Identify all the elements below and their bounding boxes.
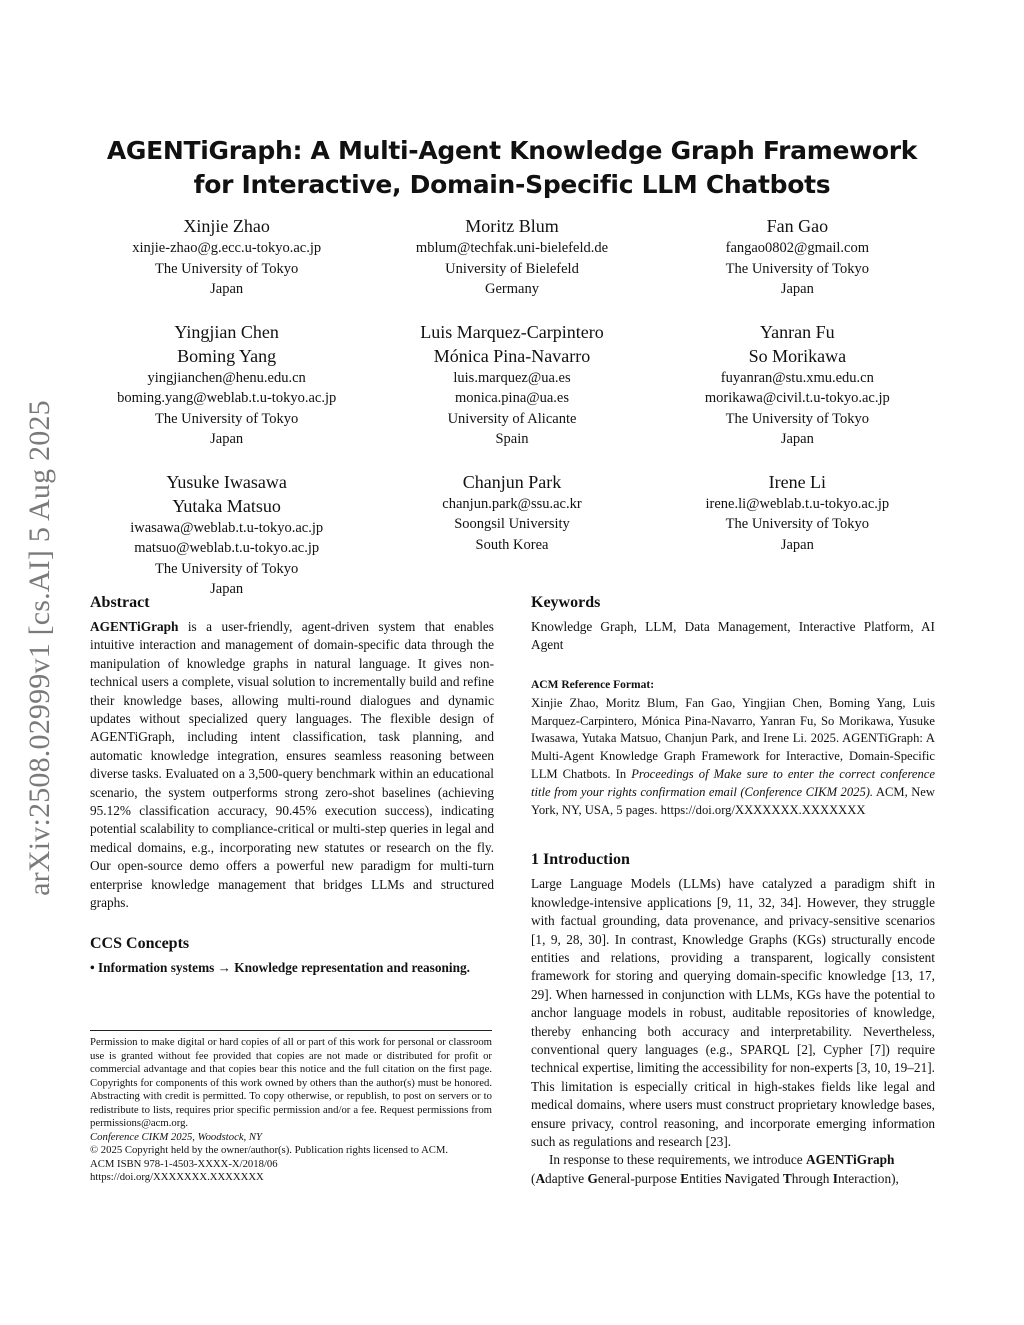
copyright-line: © 2025 Copyright held by the owner/author(s). Publication rights licensed to ACM. xyxy=(90,1144,449,1156)
acm-reference-proceedings: Proceedings of Make sure to enter the correct conference title from your rights confirmation email (Conference CIKM 2025). xyxy=(531,767,935,799)
acronym-letter: G xyxy=(587,1170,598,1186)
author-email: boming.yang@weblab.t.u-tokyo.ac.jp xyxy=(117,390,337,406)
keywords-heading: Keywords xyxy=(531,594,601,611)
acronym-letter: E xyxy=(680,1170,690,1186)
author-name: Yusuke Iwasawa xyxy=(166,471,287,492)
author-email: xinjie-zhao@g.ecc.u-tokyo.ac.jp xyxy=(132,240,322,256)
author-country: Japan xyxy=(780,431,814,447)
introduction-paragraph-2 xyxy=(531,1151,935,1188)
author-country: Japan xyxy=(780,536,814,553)
acm-reference-text xyxy=(531,695,935,820)
author-name: Yanran Fu xyxy=(759,321,835,342)
arxiv-identifier-text: arXiv:2508.02999v1 [cs.AI] 5 Aug 2025 xyxy=(23,399,56,896)
ccs-heading: CCS Concepts xyxy=(90,934,190,952)
acronym-letter: A xyxy=(535,1170,546,1186)
author-country: Japan xyxy=(210,281,244,297)
author-email: luis.marquez@ua.es xyxy=(453,369,571,386)
acm-reference-part2: ACM, New York, NY, USA, 5 pages. https://doi.org/XXXXXXX.XXXXXXX xyxy=(531,784,935,817)
acm-reference-heading: ACM Reference Format: xyxy=(531,678,655,691)
author-country: Japan xyxy=(210,431,244,447)
author-email: chanjun.park@ssu.ac.kr xyxy=(442,495,582,512)
author-entry xyxy=(655,320,940,450)
acronym-word-rest: avigated xyxy=(734,1170,783,1186)
acronym-word-rest: nteraction xyxy=(837,1170,892,1186)
author-entry xyxy=(369,214,654,300)
author-email: fangao0802@gmail.com xyxy=(725,240,870,256)
author-name: Mónica Pina-Navarro xyxy=(433,345,591,366)
author-email: monica.pina@ua.es xyxy=(454,390,569,406)
author-name: Yingjian Chen xyxy=(174,321,279,342)
acronym-word-rest: ntities xyxy=(689,1170,725,1186)
intro-close-paren: ), xyxy=(891,1170,899,1186)
introduction-paragraph-1: Large Language Models (LLMs) have catalyzed a paradigm shift in knowledge-intensive applications [9, 11, 32, 34]. However, they struggle with factual grounding, data provenance, and privacy-sensitive scenarios [1, 9, 28, 30]. In contrast, Knowledge Graphs (KGs) structurally encode entities and relations, providing a transparent, logically consistent framework for storing and querying domain-specific knowledge [13, 17, 29]. When harnessed in conjunction with LLMs, KGs have the potential to anchor language models in robust, auditable repositories of knowledge, thereby enhancing both accuracy and interpretability. Nevertheless, conventional query languages (e.g., SPARQL [2], Cypher [7]) require technical expertise, limiting the accessibility for non-experts [3, 10, 19–21]. This limitation is especially critical in high-stakes fields like legal and medical domains, where users must construct proprietary knowledge bases, ensure privacy, control reasoning, and incorporate emerging information such as regulations and research [23]. xyxy=(531,876,935,1150)
author-affiliation: The University of Tokyo xyxy=(725,516,869,532)
author-entry xyxy=(369,470,654,600)
author-name: Yutaka Matsuo xyxy=(172,495,281,516)
abstract-heading: Abstract xyxy=(90,594,150,611)
keywords-section xyxy=(531,592,935,655)
author-email: mblum@techfak.uni-bielefeld.de xyxy=(415,240,609,256)
author-email: yingjianchen@henu.edu.cn xyxy=(147,369,306,386)
intro-acronym-expansion xyxy=(535,1171,891,1186)
author-affiliation: The University of Tokyo xyxy=(155,260,299,277)
author-email: morikawa@civil.t.u-tokyo.ac.jp xyxy=(704,390,890,406)
arxiv-identifier xyxy=(14,345,66,950)
acm-reference-section xyxy=(531,677,935,820)
acronym-word-rest: daptive xyxy=(545,1170,588,1186)
abstract-text xyxy=(90,618,494,913)
author-country: Germany xyxy=(485,281,539,297)
intro-system-name: AGENTiGraph xyxy=(806,1152,895,1168)
author-name: Irene Li xyxy=(768,471,827,492)
introduction-section xyxy=(531,849,935,1188)
author-name: Fan Gao xyxy=(766,216,829,236)
author-entry xyxy=(84,214,369,300)
intro-p2-start: In response to these requirements, we introduce xyxy=(549,1152,806,1168)
author-country: South Korea xyxy=(475,536,549,553)
conference-line xyxy=(90,1131,492,1145)
author-email: matsuo@weblab.t.u-tokyo.ac.jp xyxy=(134,540,320,556)
right-column xyxy=(531,592,935,1188)
author-country: Japan xyxy=(210,581,244,597)
author-affiliation: Soongsil University xyxy=(454,516,570,532)
author-entry xyxy=(84,320,369,450)
acronym-letter: T xyxy=(782,1170,792,1186)
author-entry xyxy=(655,214,940,300)
left-column xyxy=(90,592,494,977)
author-affiliation: The University of Tokyo xyxy=(725,410,869,427)
acronym-letter: N xyxy=(724,1170,735,1186)
author-email: irene.li@weblab.t.u-tokyo.ac.jp xyxy=(705,495,890,512)
ccs-body: • Information systems → Knowledge representation and reasoning. xyxy=(90,959,470,975)
author-country: Japan xyxy=(780,281,814,297)
ccs-section xyxy=(90,933,494,977)
author-entry xyxy=(369,320,654,450)
intro-open-paren: ( xyxy=(531,1170,536,1186)
acronym-letter: I xyxy=(832,1170,838,1186)
isbn-line: ACM ISBN 978-1-4503-XXXX-X/2018/06 xyxy=(90,1157,278,1170)
keywords-body: Knowledge Graph, LLM, Data Management, Interactive Platform, AI Agent xyxy=(531,619,935,653)
acronym-word-rest: eneral-purpose xyxy=(597,1170,681,1186)
author-entry xyxy=(84,470,369,600)
author-email: fuyanran@stu.xmu.edu.cn xyxy=(720,369,874,386)
author-affiliation: The University of Tokyo xyxy=(155,560,299,577)
permission-text: Permission to make digital or hard copies of all or part of this work for personal or classroom use is granted without fee provided that copies are not made or distributed for profit or commercial advantage and that copies bear this notice and the full citation on the first page. Copyrights for components of this work owned by others than the author(s) must be honored. Abstracting with credit is permitted. To copy otherwise, or republish, to post on servers or to redistribute to lists, requires prior specific permission and/or a fee. Request permissions from permissions@acm.org. xyxy=(90,1036,492,1129)
paper-title: AGENTiGraph: A Multi-Agent Knowledge Graph Framework for Interactive, Domain-Specific LLM Chatbots xyxy=(106,136,918,199)
author-block xyxy=(84,214,940,600)
author-affiliation: University of Alicante xyxy=(447,410,577,427)
abstract-body: is a user-friendly, agent-driven system that enables intuitive interaction and management of domain-specific data through the manipulation of knowledge graphs in natural language. It gives non-technical users a complete, visual solution to incrementally build and refine their knowledge bases, allowing multi-round dialogues and dynamic updates without specialized query languages. The flexible design of AGENTiGraph, including intent classification, task planning, and automatic knowledge integration, ensures seamless reasoning between diverse tasks. Evaluated on a 3,500-query benchmark within an educational scenario, the system outperforms strong zero-shot baselines (achieving 95.12% classification accuracy, 90.45% execution success), indicating potential scalability to compliance-critical or multi-step queries in legal and medical domains, e.g., incorporating new statutes or research on the fly. Our open-source demo offers a powerful new paradigm for multi-turn enterprise knowledge management that bridges LLMs and structured graphs. xyxy=(90,619,494,911)
acm-reference-part1: Xinjie Zhao, Moritz Blum, Fan Gao, Yingjian Chen, Boming Yang, Luis Marquez-Carpintero, Mónica Pina-Navarro, Yanran Fu, So Morikawa, Yusuke Iwasawa, Yutaka Matsuo, Chanjun Park, and Irene Li. 2025. AGENTiGraph: A Multi-Agent Knowledge Graph Framework for Interactive, Domain-Specific LLM Chatbots. In xyxy=(531,695,935,781)
conference-name: Conference CIKM 2025, Woodstock, NY xyxy=(90,1130,262,1143)
author-name: So Morikawa xyxy=(748,345,847,366)
author-name: Moritz Blum xyxy=(465,216,559,236)
author-name: Luis Marquez-Carpintero xyxy=(420,321,604,342)
author-name: Chanjun Park xyxy=(462,471,562,492)
doi-line: https://doi.org/XXXXXXX.XXXXXXX xyxy=(90,1171,264,1183)
author-affiliation: University of Bielefeld xyxy=(445,260,579,277)
abstract-section xyxy=(90,592,494,913)
author-entry xyxy=(655,470,940,600)
author-affiliation: The University of Tokyo xyxy=(725,260,869,277)
permission-footnote xyxy=(90,1030,492,1185)
author-affiliation: The University of Tokyo xyxy=(155,410,299,427)
author-name: Boming Yang xyxy=(177,345,277,366)
introduction-heading: 1 Introduction xyxy=(531,851,630,869)
author-email: iwasawa@weblab.t.u-tokyo.ac.jp xyxy=(130,519,324,536)
abstract-lead: AGENTiGraph xyxy=(90,619,179,634)
author-country: Spain xyxy=(495,431,529,447)
acronym-word-rest: hrough xyxy=(791,1170,833,1186)
author-name: Xinjie Zhao xyxy=(183,216,270,236)
